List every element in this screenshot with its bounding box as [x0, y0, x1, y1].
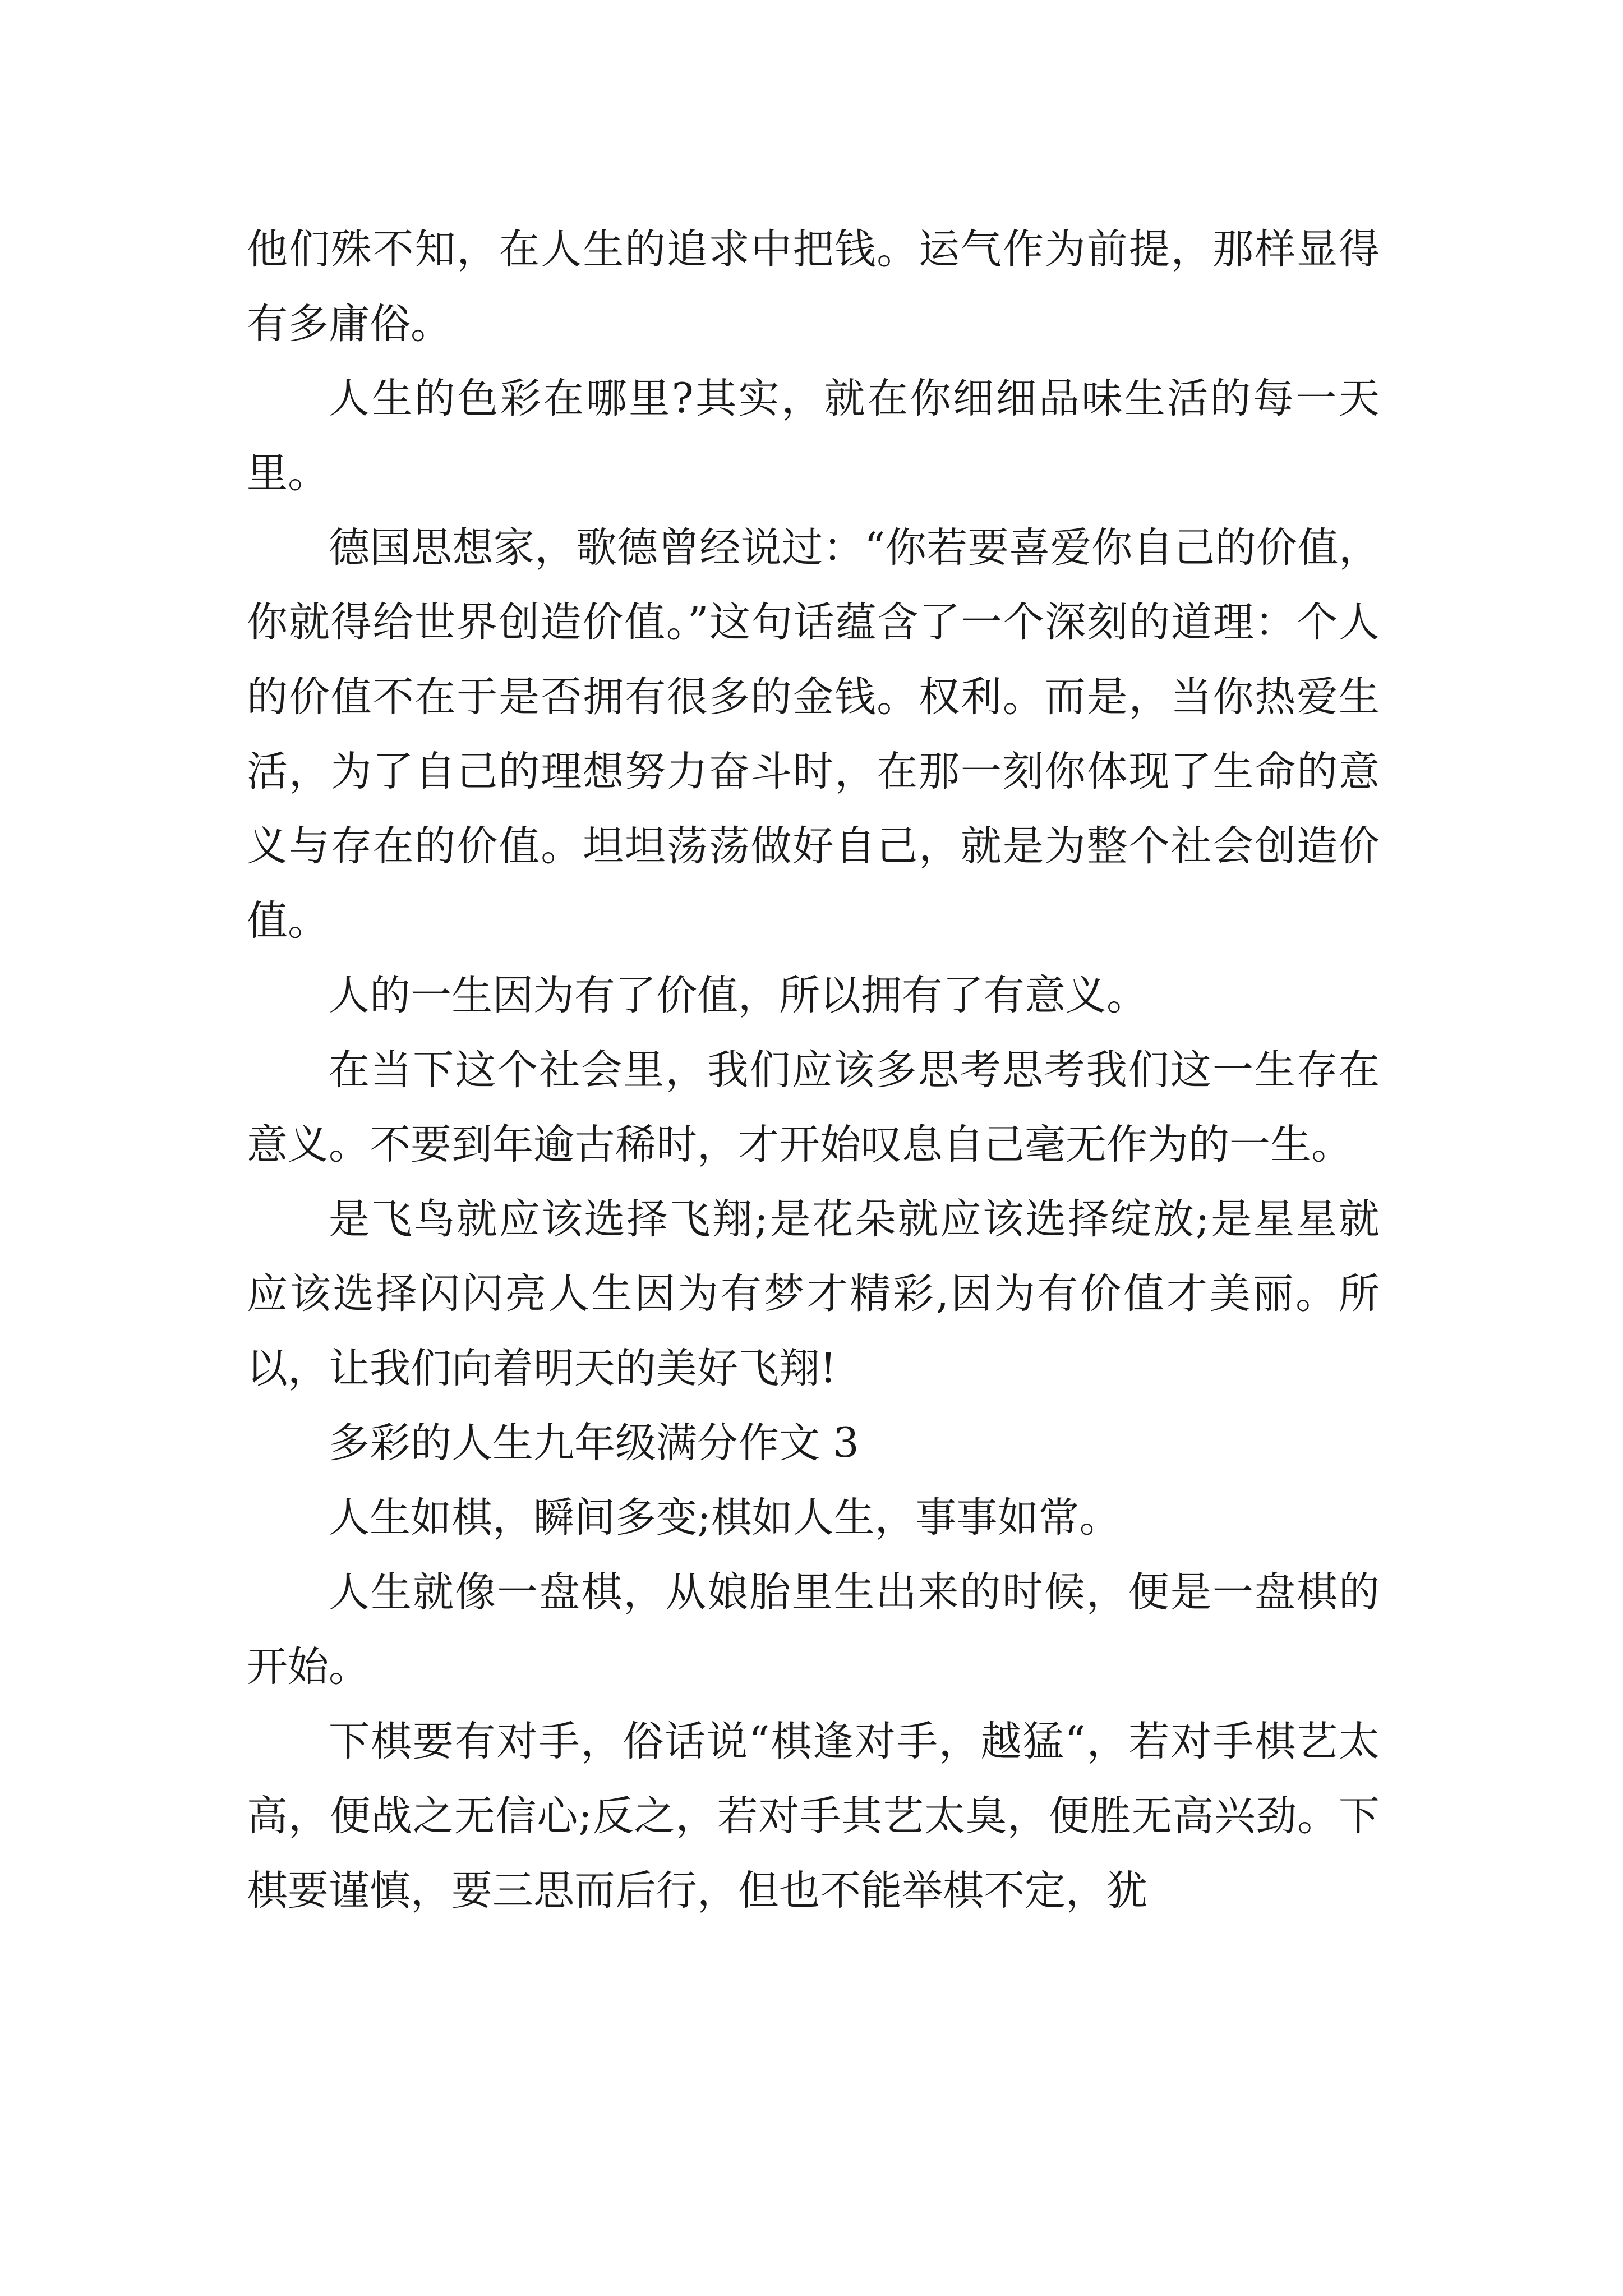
paragraph: 是飞鸟就应该选择飞翔;是花朵就应该选择绽放;是星星就应该选择闪闪亮人生因为有梦才精彩,因为有价值才美丽。所以，让我们向着明天的美好飞翔!: [247, 1195, 1380, 1392]
section-heading: 多彩的人生九年级满分作文 3: [329, 1419, 859, 1467]
paragraph: 人的一生因为有了价值，所以拥有了有意义。: [329, 972, 1147, 1019]
paragraph: 在当下这个社会里，我们应该多思考思考我们这一生存在意义。不要到年逾古稀时，才开始叹息自己毫无作为的一生。: [247, 1046, 1380, 1168]
paragraph: 他们殊不知，在人生的追求中把钱。运气作为前提，那样显得有多庸俗。: [247, 226, 1380, 348]
document-page: [247, 212, 1380, 1928]
paragraph: 德国思想家，歌德曾经说过：“你若要喜爱你自己的价值，你就得给世界创造价值。”这句话蕴含了一个深刻的道理：个人的价值不在于是否拥有很多的金钱。权利。而是，当你热爱生活，为了自己的理想努力奋斗时，在那一刻你体现了生命的意义与存在的价值。坦坦荡荡做好自己，就是为整个社会创造价值。: [247, 524, 1380, 945]
paragraph: 人生如棋，瞬间多变;棋如人生，事事如常。: [329, 1494, 1121, 1542]
paragraph: 人生就像一盘棋，从娘胎里生出来的时候，便是一盘棋的开始。: [247, 1568, 1380, 1691]
paragraph: 人生的色彩在哪里?其实，就在你细细品味生活的每一天里。: [247, 375, 1380, 497]
paragraph: 下棋要有对手，俗话说“棋逢对手，越猛“，若对手棋艺太高，便战之无信心;反之，若对手其艺太臭，便胜无高兴劲。下棋要谨慎，要三思而后行，但也不能举棋不定，犹: [247, 1718, 1380, 1915]
